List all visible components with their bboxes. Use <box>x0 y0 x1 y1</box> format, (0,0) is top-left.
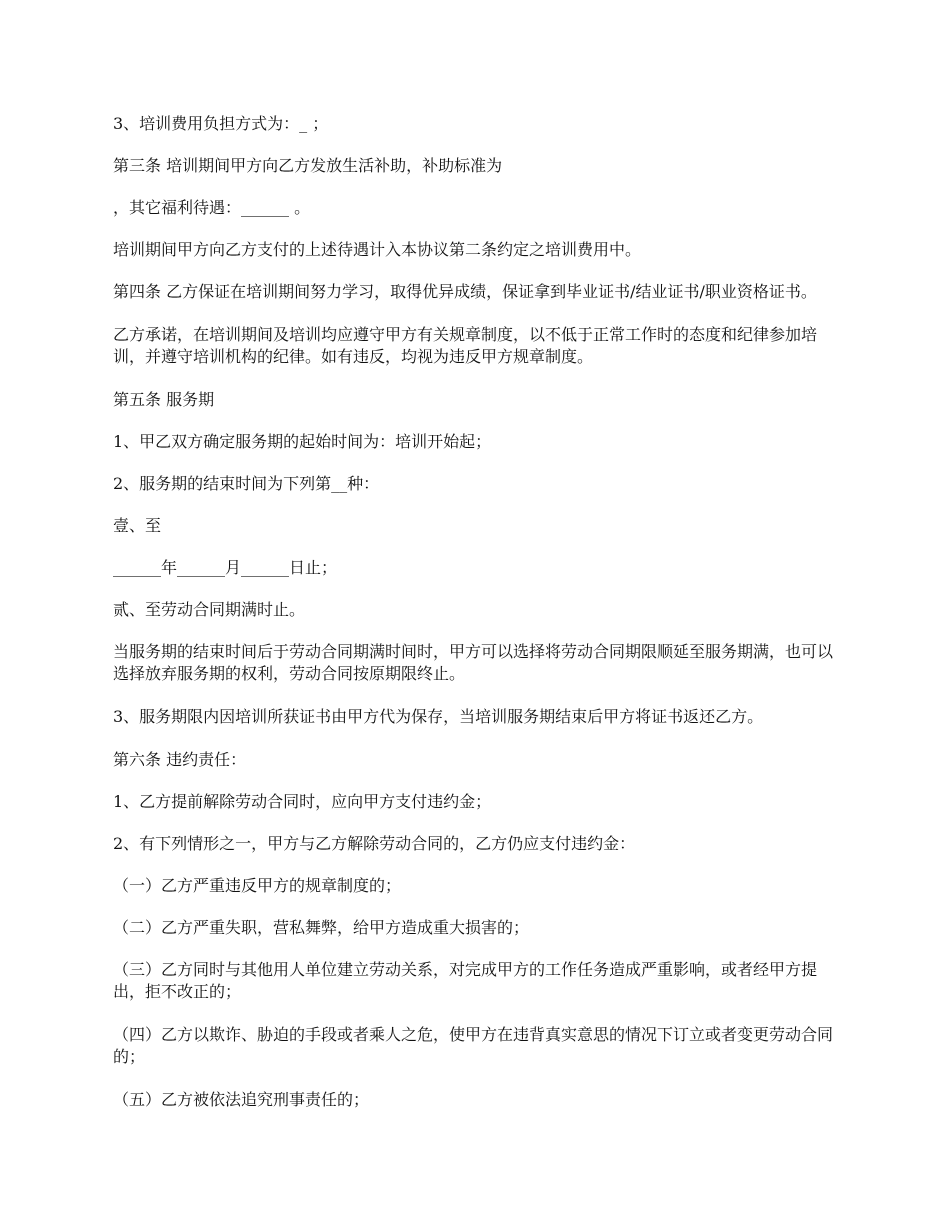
service-end: 2、服务期的结束时间为下列第__种： <box>113 474 380 493</box>
benefits-included: 培训期间甲方向乙方支付的上述待遇计入本协议第二条约定之培训费用中。 <box>113 240 642 259</box>
case-4: （四）乙方以欺诈、胁迫的手段或者乘人之危，使甲方在违背真实意思的情况下订立或者变更劳动合同的； <box>113 1025 834 1066</box>
case-5: （五）乙方被依法追究刑事责任的； <box>113 1090 370 1109</box>
breach-item-2: 2、有下列情形之一，甲方与乙方解除劳动合同的，乙方仍应支付违约金： <box>113 834 636 853</box>
case-2: （二）乙方严重失职，营私舞弊，给甲方造成重大损害的； <box>113 918 530 937</box>
service-start: 1、甲乙双方确定服务期的起始时间为：培训开始起； <box>113 432 492 451</box>
option-one: 壹、至 <box>113 516 162 535</box>
breach-item-1: 1、乙方提前解除劳动合同时，应向甲方支付违约金； <box>113 792 492 811</box>
commitment-paragraph: 乙方承诺，在培训期间及培训均应遵守甲方有关规章制度，以不低于正常工作时的态度和纪律参加培训，并遵守培训机构的纪律。如有违反，均视为违反甲方规章制度。 <box>113 325 818 366</box>
clause-3-training-cost: 3、培训费用负担方式为：_ ； <box>113 114 329 133</box>
document-page <box>113 113 840 1131</box>
extension-paragraph: 当服务期的结束时间后于劳动合同期满时间时，甲方可以选择将劳动合同期限顺延至服务期满，也可以选择放弃服务期的权利，劳动合同按原期限终止。 <box>113 642 834 683</box>
article-3-heading: 第三条 培训期间甲方向乙方发放生活补助，补助标准为 <box>113 156 503 175</box>
article-6-heading: 第六条 违约责任： <box>113 750 247 769</box>
certificate-custody: 3、服务期限内因培训所获证书由甲方代为保存，当培训服务期结束后甲方将证书返还乙方。 <box>113 707 764 726</box>
case-1: （一）乙方严重违反甲方的规章制度的； <box>113 876 402 895</box>
case-3: （三）乙方同时与其他用人单位建立劳动关系，对完成甲方的工作任务造成严重影响，或者经甲方提出，拒不改正的； <box>113 960 818 1001</box>
other-benefits: ，其它福利待遇：______ 。 <box>113 198 311 217</box>
article-5-heading: 第五条 服务期 <box>113 390 215 409</box>
date-blank: ______年______月______日止； <box>113 558 338 577</box>
article-4: 第四条 乙方保证在培训期间努力学习，取得优异成绩，保证拿到毕业证书/结业证书/职业资格证书。 <box>113 282 817 301</box>
option-two: 贰、至劳动合同期满时止。 <box>113 600 306 619</box>
